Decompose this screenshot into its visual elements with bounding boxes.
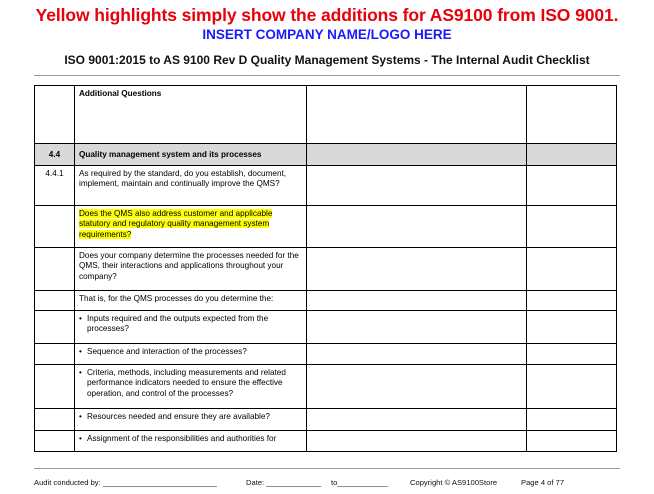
table-row xyxy=(35,311,617,344)
section-number: 4.4 xyxy=(35,144,75,166)
clause-number xyxy=(35,291,75,311)
copyright-notice: Copyright © AS9100Store xyxy=(410,478,498,487)
notes-cell[interactable] xyxy=(307,86,527,144)
audit-date: Date: _____________ xyxy=(246,478,322,487)
notes-cell[interactable] xyxy=(307,431,527,452)
status-cell[interactable] xyxy=(527,431,617,452)
section-title: Quality management system and its processes xyxy=(75,144,307,166)
question-text: As required by the standard, do you establish, document, implement, maintain and continually improve the QMS? xyxy=(75,166,307,206)
notes-cell[interactable] xyxy=(307,409,527,431)
notes-cell[interactable] xyxy=(307,365,527,409)
page-number: Page 4 of 77 xyxy=(521,478,565,487)
bullet-icon: • xyxy=(79,314,82,323)
question-text: • Assignment of the responsibilities and authorities for xyxy=(75,431,307,452)
footer-rule xyxy=(34,468,620,469)
audit-conducted-by: Audit conducted by: ___________________________ xyxy=(34,478,217,487)
table-row xyxy=(35,431,617,452)
status-cell[interactable] xyxy=(527,344,617,365)
status-cell[interactable] xyxy=(527,206,617,248)
status-cell[interactable] xyxy=(527,409,617,431)
highlight-note-banner: Yellow highlights simply show the additions for AS9100 from ISO 9001. xyxy=(35,5,619,25)
bullet-icon: • xyxy=(79,434,82,443)
notes-cell[interactable] xyxy=(307,248,527,291)
section-status-cell xyxy=(527,144,617,166)
question-text xyxy=(75,206,307,248)
additional-questions-header: Additional Questions xyxy=(75,86,307,144)
table-row xyxy=(35,344,617,365)
clause-number xyxy=(35,311,75,344)
section-notes-cell xyxy=(307,144,527,166)
question-text: Does your company determine the processes needed for the QMS, their interactions and applications throughout your company? xyxy=(75,248,307,291)
table-row xyxy=(35,291,617,311)
table-row xyxy=(35,248,617,291)
notes-cell[interactable] xyxy=(307,206,527,248)
table-cell xyxy=(35,86,75,144)
clause-number xyxy=(35,365,75,409)
question-text: • Criteria, methods, including measurements and related performance indicators needed to ensure the effective operation, and control of the processes? xyxy=(75,365,307,409)
audit-date-to: to____________ xyxy=(331,478,389,487)
table-header-row xyxy=(35,86,617,144)
question-text: • Sequence and interaction of the processes? xyxy=(75,344,307,365)
notes-cell[interactable] xyxy=(307,291,527,311)
clause-number xyxy=(35,248,75,291)
question-text: That is, for the QMS processes do you determine the: xyxy=(75,291,307,311)
status-cell[interactable] xyxy=(527,291,617,311)
notes-cell[interactable] xyxy=(307,344,527,365)
table-row xyxy=(35,365,617,409)
bullet-icon: • xyxy=(79,368,82,377)
status-cell[interactable] xyxy=(527,311,617,344)
section-row xyxy=(35,144,617,166)
question-text: • Inputs required and the outputs expected from the processes? xyxy=(75,311,307,344)
clause-number xyxy=(35,344,75,365)
notes-cell[interactable] xyxy=(307,166,527,206)
clause-number: 4.4.1 xyxy=(35,166,75,206)
bullet-icon: • xyxy=(79,412,82,421)
clause-number xyxy=(35,431,75,452)
status-cell[interactable] xyxy=(527,365,617,409)
status-cell[interactable] xyxy=(527,248,617,291)
table-row xyxy=(35,206,617,248)
clause-number xyxy=(35,206,75,248)
header-rule xyxy=(34,75,620,76)
bullet-icon: • xyxy=(79,347,82,356)
notes-cell[interactable] xyxy=(307,311,527,344)
table-row xyxy=(35,409,617,431)
company-logo-placeholder: INSERT COMPANY NAME/LOGO HERE xyxy=(202,27,452,42)
document-title: ISO 9001:2015 to AS 9100 Rev D Quality Management Systems - The Internal Audit Checklist xyxy=(64,53,590,67)
status-cell[interactable] xyxy=(527,86,617,144)
clause-number xyxy=(35,409,75,431)
as9100-highlight: Does the QMS also address customer and applicable statutory and regulatory quality management system requirements? xyxy=(79,209,273,239)
question-text: • Resources needed and ensure they are available? xyxy=(75,409,307,431)
status-cell[interactable] xyxy=(527,166,617,206)
audit-checklist-table xyxy=(34,85,617,452)
table-row xyxy=(35,166,617,206)
